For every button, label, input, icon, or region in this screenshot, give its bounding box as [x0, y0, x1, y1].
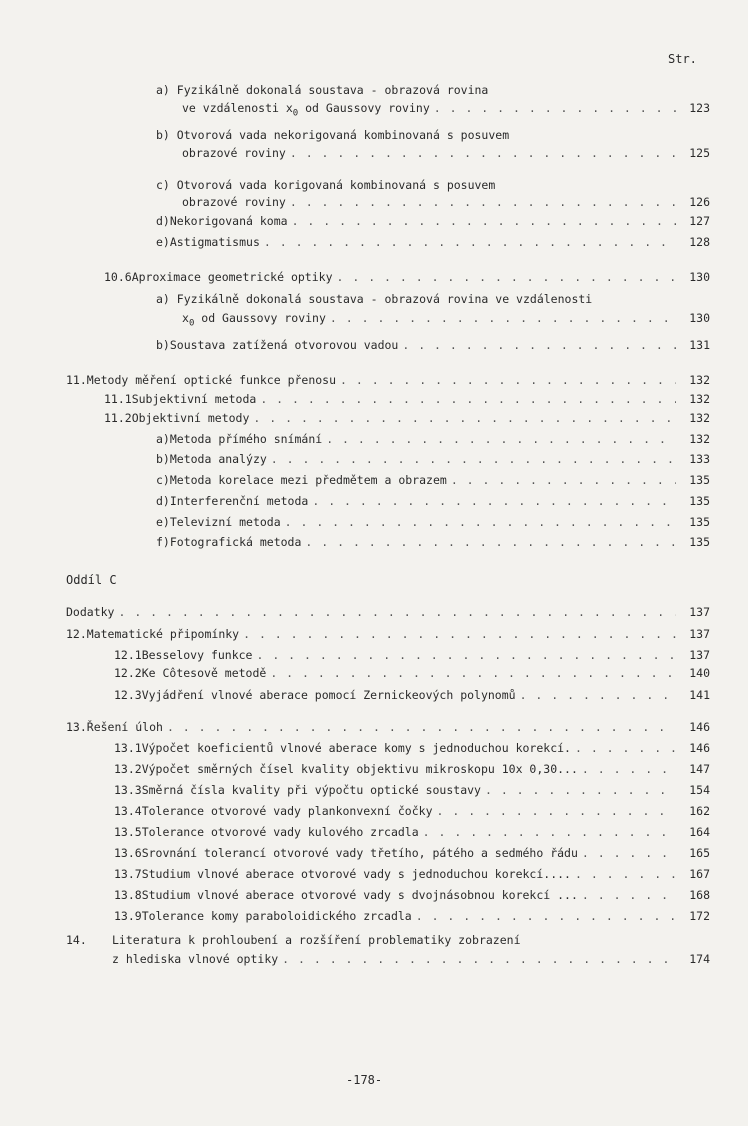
toc-entry: 13.7 Studium vlnové aberace otvorové vady s jednoduchou korekcí.... . . . 167 — [114, 867, 710, 881]
toc-entry: a) Metoda přímého snímání . . . 132 — [156, 432, 710, 446]
toc-entry: obrazové roviny . . . 125 — [182, 146, 710, 160]
toc-entry: d) Interferenční metoda . . . 135 — [156, 494, 710, 508]
section-heading: Oddíl C — [66, 573, 117, 587]
toc-entry-line: a) Fyzikálně dokonalá soustava - obrazová rovina — [156, 83, 489, 97]
toc-entry: ve vzdálenosti $x_0$ od Gaussovy roviny . . . 123 — [182, 101, 710, 120]
toc-entry: 10.6 Aproximace geometrické optiky . . . 130 — [104, 270, 710, 284]
page-number: -178- — [346, 1073, 383, 1087]
toc-entry: 13.9 Tolerance komy paraboloidického zrcadla . . . 172 — [114, 909, 710, 923]
toc-entry: obrazové roviny . . . 126 — [182, 195, 710, 209]
toc-entry: c) Metoda korelace mezi předmětem a obrazem . . . 135 — [156, 473, 710, 487]
toc-entry-line: c) Otvorová vada korigovaná kombinovaná s posuvem — [156, 178, 496, 192]
toc-entry: 11.2 Objektivní metody . . . 132 — [104, 411, 710, 425]
toc-entry: 13.6 Srovnání tolerancí otvorové vady třetího, pátého a sedmého řádu . . . 165 — [114, 846, 710, 860]
toc-entry: b) Metoda analýzy . . . 133 — [156, 452, 710, 466]
toc-entry: 12.2 Ke Côtesově metodě . . . 140 — [114, 666, 710, 680]
toc-entry: 11. Metody měření optické funkce přenosu . . . 132 — [66, 373, 710, 387]
toc-entry: 12.3 Vyjádření vlnové aberace pomocí Zernickeových polynomů . . . 141 — [114, 688, 710, 702]
toc-entry: 12.1 Besselovy funkce . . . 137 — [114, 648, 710, 662]
toc-entry: b) Soustava zatížená otvorovou vadou . . . 131 — [156, 338, 710, 352]
toc-entry-line: a) Fyzikálně dokonalá soustava - obrazová rovina ve vzdálenosti — [156, 292, 593, 306]
toc-entry: 13.4 Tolerance otvorové vady plankonvexní čočky . . . 162 — [114, 804, 710, 818]
toc-entry: z hlediska vlnové optiky . . . 174 — [112, 952, 710, 966]
toc-entry: d) Nekorigovaná koma . . . 127 — [156, 214, 710, 228]
toc-entry: $x_0$ od Gaussovy roviny . . . 130 — [182, 311, 710, 330]
toc-entry: 13.2 Výpočet směrných čísel kvality objektivu mikroskopu 10x 0,30... . . . 147 — [114, 762, 710, 776]
toc-entry: 11.1 Subjektivní metoda . . . 132 — [104, 392, 710, 406]
toc-entry: Dodatky . . . 137 — [66, 605, 710, 619]
toc-entry: e) Astigmatismus . . . 128 — [156, 235, 710, 249]
toc-entry: 13.1 Výpočet koeficientů vlnové aberace komy s jednoduchou korekcí. . . . 146 — [114, 741, 710, 755]
toc-entry: 13.3 Směrná čísla kvality při výpočtu optické soustavy . . . 154 — [114, 783, 710, 797]
toc-entry: 13.5 Tolerance otvorové vady kulového zrcadla . . . 164 — [114, 825, 710, 839]
toc-entry: 13.8 Studium vlnové aberace otvorové vady s dvojnásobnou korekcí ... . . . 168 — [114, 888, 710, 902]
toc-entry: f) Fotografická metoda . . . 135 — [156, 535, 710, 549]
toc-entry: e) Televizní metoda . . . 135 — [156, 515, 710, 529]
toc-entry: 12. Matematické připomínky . . . 137 — [66, 627, 710, 641]
toc-entry-line: b) Otvorová vada nekorigovaná kombinovaná s posuvem — [156, 128, 510, 142]
toc-entry-line: 14. Literatura k prohloubení a rozšíření problematiky zobrazení — [66, 933, 521, 947]
page-column-label: Str. — [668, 52, 697, 66]
toc-entry: 13. Řešení úloh . . . 146 — [66, 720, 710, 734]
